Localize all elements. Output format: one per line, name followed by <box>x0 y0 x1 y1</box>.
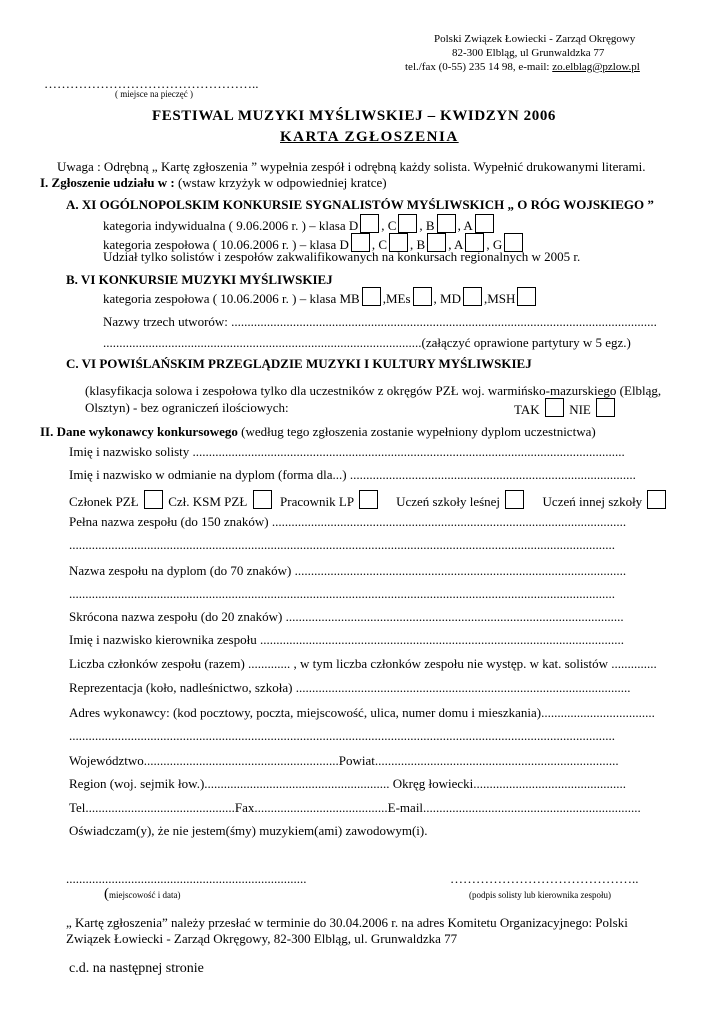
field-contact[interactable]: Tel..............................................Fax.........................................E-mail................................................................... <box>69 800 641 815</box>
stamp-dots: ………………………………………….. <box>44 76 259 91</box>
attach-field[interactable]: ..................................................................................................(załączyć oprawione partytury w 5 egz.) <box>103 335 631 350</box>
checkbox-ind-b[interactable] <box>437 214 456 233</box>
label-msh: ,MSH <box>483 291 516 306</box>
field-band-diploma-cont[interactable]: ........................................................................................................................................................................ <box>69 586 615 601</box>
works-field[interactable]: Nazwy trzech utworów: ................................................................................................................................... <box>103 314 657 329</box>
label-a: , A <box>448 237 464 252</box>
row-team-label: kategoria zespołowa ( 10.06.2006 r. ) – klasa D <box>103 237 349 252</box>
label-member-pzl: Członek PZŁ <box>69 494 139 509</box>
field-band-leader[interactable]: Imię i nazwisko kierownika zespołu ................................................................................................................ <box>69 632 624 647</box>
continued-note: c.d. na następnej stronie <box>69 961 204 976</box>
field-address-cont[interactable]: ........................................................................................................................................................................ <box>69 728 615 743</box>
org-name: Polski Związek Łowiecki - Zarząd Okręgowy <box>434 33 636 45</box>
signature-dots[interactable]: …………………………………….. <box>450 871 639 886</box>
label-mes: ,MEs <box>382 291 411 306</box>
checkbox-worker-lp[interactable] <box>359 490 378 509</box>
section-c-title: C. VI POWIŚLAŃSKIM PRZEGLĄDZIE MUZYKI I KULTURY MYŚLIWSKIEJ <box>66 356 532 371</box>
yes-no-row <box>514 398 617 418</box>
section1-note: (wstaw krzyżyk w odpowiedniej kratce) <box>174 175 387 190</box>
checkbox-member-pzl[interactable] <box>144 490 163 509</box>
section-a-note: Udział tylko solistów i zespołów zakwalifikowanych na konkursach regionalnych w 2005 r. <box>103 249 581 264</box>
label-c: , C <box>381 218 397 233</box>
label-c: , C <box>371 237 388 252</box>
org-address: 82-300 Elbląg, ul Grunwaldzka 77 <box>452 47 605 59</box>
section1-heading <box>40 175 387 191</box>
paren: ( <box>104 886 109 902</box>
row-individual-label: kategoria indywidualna ( 9.06.2006 r. ) – klasa D <box>103 218 359 233</box>
section-b-title: B. VI KONKURSIE MUZYKI MYŚLIWSKIEJ <box>66 272 333 287</box>
label-a: , A <box>457 218 473 233</box>
field-address[interactable]: Adres wykonawcy: (kod pocztowy, poczta, miejscowość, ulica, numer domu i mieszkania)................................... <box>69 705 655 720</box>
footer-line2: Związek Łowiecki - Zarząd Okręgowy, 82-300 Elbląg, ul. Grunwaldzka 77 <box>66 931 458 946</box>
label-worker-lp: Pracownik LP <box>280 494 354 509</box>
label-md: , MD <box>433 291 461 306</box>
org-contact <box>405 61 640 73</box>
page-title: FESTIWAL MUZYKI MYŚLIWSKIEJ – KWIDZYN 2006 <box>152 108 557 124</box>
contact-text: tel./fax (0-55) 235 14 98, e-mail: <box>405 61 553 73</box>
checkbox-ind-c[interactable] <box>398 214 417 233</box>
label-student-forest: Uczeń szkoły leśnej <box>396 494 501 509</box>
checkbox-md[interactable] <box>463 287 482 306</box>
section-c-line2: Olsztyn) - bez ograniczeń ilościowych: <box>85 400 289 415</box>
note: Uwaga : Odrębną „ Kartę zgłoszenia ” wypełnia zespół i odrębną każdy solista. Wypełnić drukowanymi literami. <box>57 159 646 174</box>
label-g: , G <box>486 237 503 252</box>
label-no: NIE <box>569 402 591 417</box>
checkbox-mes[interactable] <box>413 287 432 306</box>
label-yes: TAK <box>514 402 540 417</box>
field-band-short[interactable]: Skrócona nazwa zespołu (do 20 znaków) ........................................................................................................ <box>69 609 624 624</box>
field-name-diploma[interactable]: Imię i nazwisko w odmianie na dyplom (forma dla...) ........................................................................................ <box>69 467 636 482</box>
checkbox-ind-d[interactable] <box>360 214 379 233</box>
checkbox-no[interactable] <box>596 398 615 417</box>
checkbox-ind-a[interactable] <box>475 214 494 233</box>
row-b-label: kategoria zespołowa ( 10.06.2006 r. ) – klasa MB <box>103 291 360 306</box>
declaration: Oświadczam(y), że nie jestem(śmy) muzykiem(ami) zawodowym(i). <box>69 823 428 838</box>
field-region[interactable]: Region (woj. sejmik łow.)......................................................... Okręg łowiecki............................................... <box>69 776 627 791</box>
checkbox-student-other[interactable] <box>647 490 666 509</box>
page-subtitle: KARTA ZGŁOSZENIA <box>280 129 459 145</box>
checkbox-msh[interactable] <box>517 287 536 306</box>
section2-note: (według tego zgłoszenia zostanie wypełniony dyplom uczestnictwa) <box>237 424 596 439</box>
field-representation[interactable]: Reprezentacja (koło, nadleśnictwo, szkoła) ....................................................................................................... <box>69 680 631 695</box>
footer-line1: „ Kartę zgłoszenia” należy przesłać w terminie do 30.04.2006 r. na adres Komitetu Organizacyjnego: Polski <box>66 915 628 930</box>
field-band-full-cont[interactable]: ........................................................................................................................................................................ <box>69 537 615 552</box>
email-link[interactable]: zo.elblag@pzlow.pl <box>552 61 640 73</box>
field-band-diploma[interactable]: Nazwa zespołu na dyplom (do 70 znaków) ...................................................................................................... <box>69 563 627 578</box>
checkbox-mb[interactable] <box>362 287 381 306</box>
section2-title: II. Dane wykonawcy konkursowego <box>40 424 238 439</box>
stamp-label: ( miejsce na pieczęć ) <box>115 89 193 99</box>
row-b-classes <box>103 287 538 307</box>
section1-title: I. Zgłoszenie udziału w : <box>40 175 175 190</box>
membership-row <box>69 490 668 510</box>
checkbox-yes[interactable] <box>545 398 564 417</box>
row-individual <box>103 214 496 234</box>
signature-place-label <box>104 886 180 903</box>
field-band-full[interactable]: Pełna nazwa zespołu (do 150 znaków) ............................................................................................................. <box>69 514 627 529</box>
section2-heading <box>40 424 596 440</box>
label-student-other: Uczeń innej szkoły <box>542 494 643 509</box>
checkbox-member-ksm[interactable] <box>253 490 272 509</box>
field-members[interactable]: Liczba członków zespołu (razem) ............. , w tym liczba członków zespołu nie występ. w kat. solistów .............. <box>69 656 657 671</box>
section-a-title: A. XI OGÓLNOPOLSKIM KONKURSIE SYGNALISTÓW MYŚLIWSKICH „ O RÓG WOJSKIEGO ” <box>66 197 654 212</box>
field-voivodeship[interactable]: Województwo............................................................Powiat........................................................................... <box>69 753 619 768</box>
signature-place-dots[interactable]: .......................................................................... <box>66 871 307 886</box>
signature-label: (podpis solisty lub kierownika zespołu) <box>469 890 611 900</box>
field-name[interactable]: Imię i nazwisko solisty ..................................................................................................................................... <box>69 444 625 459</box>
label-member-ksm: Czł. KSM PZŁ <box>168 494 248 509</box>
label-b: , B <box>419 218 435 233</box>
section-c-line1: (klasyfikacja solowa i zespołowa tylko dla uczestników z okręgów PZŁ woj. warmińsko-mazurskiego (Elbląg, <box>85 383 662 398</box>
label-b: , B <box>410 237 426 252</box>
place-label-text: miejscowość i data) <box>109 890 181 900</box>
checkbox-student-forest[interactable] <box>505 490 524 509</box>
